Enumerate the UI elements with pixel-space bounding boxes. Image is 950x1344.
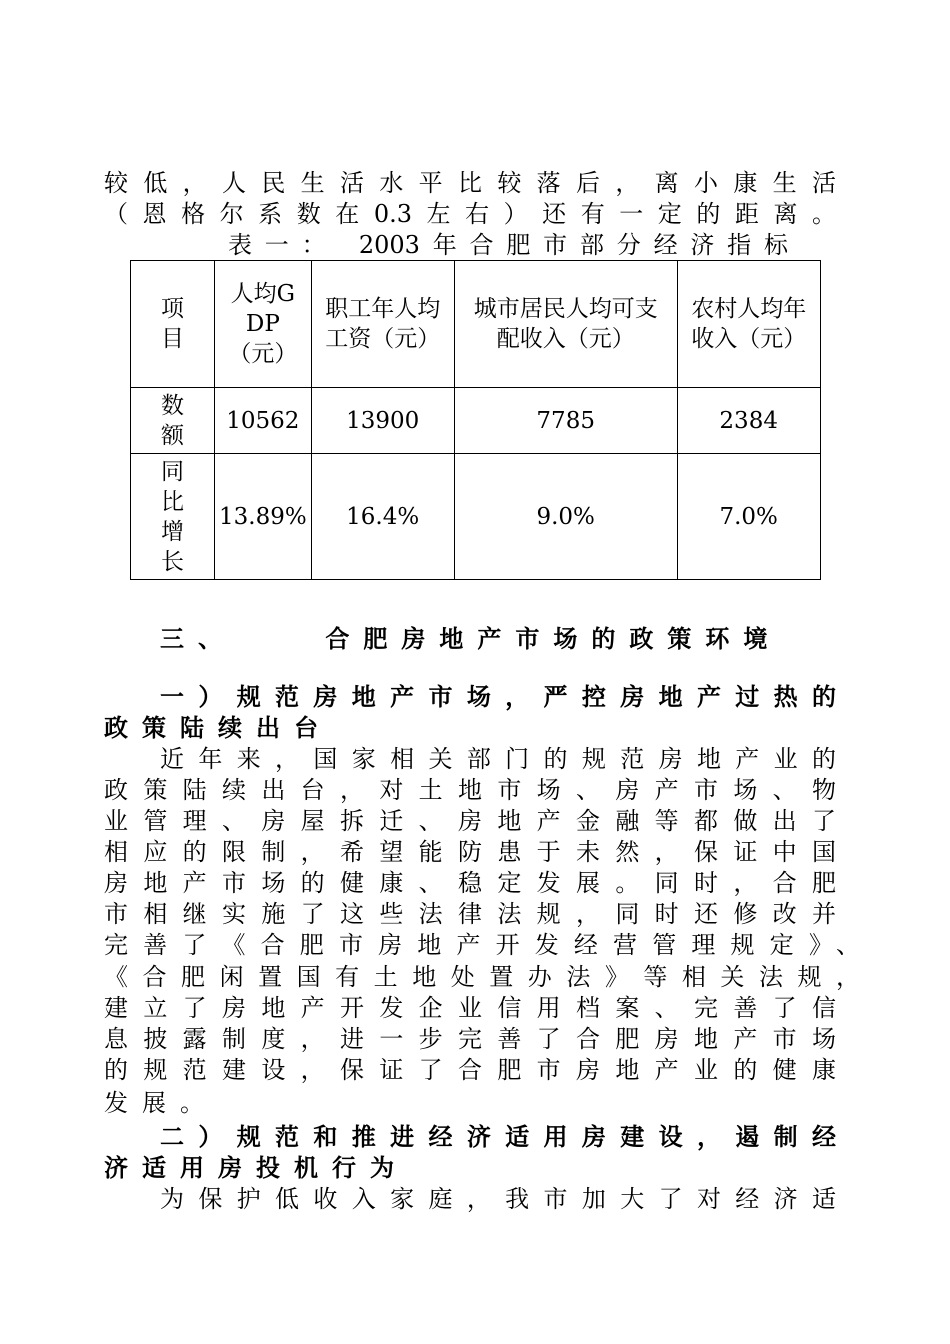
paragraph-1-line: 近年来，国家相关部门的规范房地产业的 xyxy=(160,745,836,773)
cell-urban-growth: 9.0% xyxy=(454,454,677,580)
table-header-row xyxy=(131,261,821,388)
paragraph-1-line: 《合肥闲置国有土地处置办法》等相关法规， xyxy=(104,963,860,991)
row-label-amount: 数额 xyxy=(131,388,215,454)
table-row xyxy=(131,454,821,580)
paragraph-1-line: 业管理、房屋拆迁、房地产金融等都做出了 xyxy=(104,807,836,835)
header-urban-income: 城市居民人均可支配收入（元） xyxy=(454,261,677,388)
header-item: 项目 xyxy=(131,261,215,388)
subheading-2-line-2: 济适用房投机行为 xyxy=(104,1154,408,1182)
cell-rural-amount: 2384 xyxy=(677,388,820,454)
paragraph-1-line: 的规范建设，保证了合肥市房地产业的健康 xyxy=(104,1056,836,1084)
intro-line-2: （恩格尔系数在0.3左右）还有一定的距离。 xyxy=(104,200,836,228)
header-wage: 职工年人均工资（元） xyxy=(311,261,454,388)
cell-rural-growth: 7.0% xyxy=(677,454,820,580)
cell-gdp-growth: 13.89% xyxy=(215,454,312,580)
row-label-growth: 同比增长 xyxy=(131,454,215,580)
table-caption: 表一： 2003年合肥市部分经济指标 xyxy=(228,231,788,259)
paragraph-1-line: 息披露制度，进一步完善了合肥房地产市场 xyxy=(104,1025,836,1053)
paragraph-1-line: 市相继实施了这些法律法规，同时还修改并 xyxy=(104,900,836,928)
paragraph-1-line: 政策陆续出台，对土地市场、房产市场、物 xyxy=(104,776,836,804)
paragraph-2-line: 为保护低收入家庭，我市加大了对经济适 xyxy=(160,1185,836,1213)
cell-wage-growth: 16.4% xyxy=(311,454,454,580)
cell-urban-amount: 7785 xyxy=(454,388,677,454)
paragraph-1-line: 完善了《合肥市房地产开发经营管理规定》、 xyxy=(104,931,860,959)
subheading-1-line-1: 一）规范房地产市场，严控房地产过热的 xyxy=(160,683,836,711)
paragraph-1-line: 相应的限制，希望能防患于未然，保证中国 xyxy=(104,838,836,866)
cell-gdp-amount: 10562 xyxy=(215,388,312,454)
paragraph-1-line: 建立了房地产开发企业信用档案、完善了信 xyxy=(104,994,836,1022)
economic-indicators-table xyxy=(130,260,821,580)
section-title: 三、 合肥房地产市场的政策环境 xyxy=(160,625,782,653)
cell-wage-amount: 13900 xyxy=(311,388,454,454)
paragraph-1-line: 房地产市场的健康、稳定发展。同时，合肥 xyxy=(104,869,836,897)
paragraph-1-line: 发展。 xyxy=(104,1089,218,1117)
header-gdp: 人均GDP（元） xyxy=(215,261,312,388)
intro-line-1: 较低，人民生活水平比较落后，离小康生活 xyxy=(104,169,836,197)
subheading-1-line-2: 政策陆续出台 xyxy=(104,714,332,742)
subheading-2-line-1: 二）规范和推进经济适用房建设，遏制经 xyxy=(160,1123,836,1151)
header-rural-income: 农村人均年收入（元） xyxy=(677,261,820,388)
table-row xyxy=(131,388,821,454)
